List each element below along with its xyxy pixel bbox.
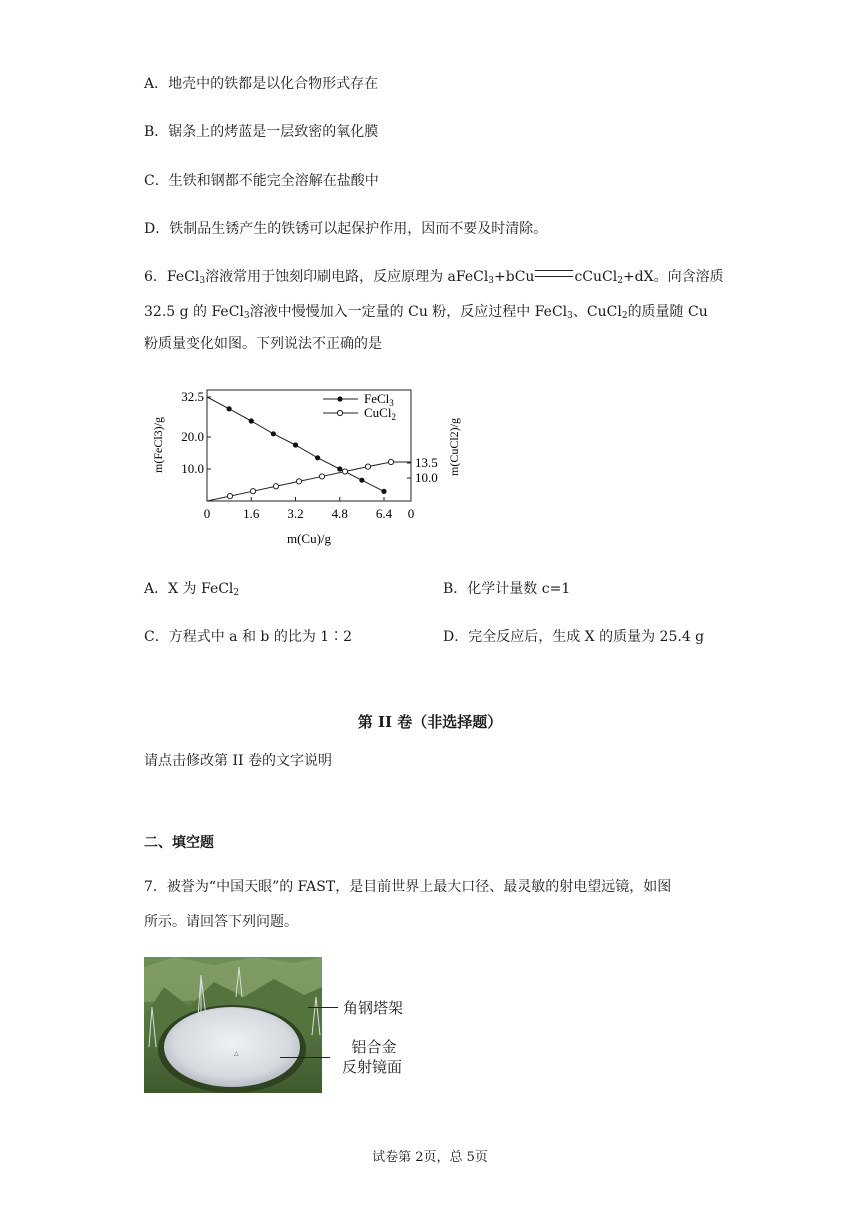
- x-tick-label: 0: [203, 506, 211, 521]
- fecl3-point: [271, 431, 276, 436]
- q5-option-b: B．锯条上的烤蓝是一层致密的氧化膜: [144, 124, 379, 140]
- q5-option-a: A．地壳中的铁都是以化合物形式存在: [144, 76, 379, 92]
- cucl2-point: [296, 479, 301, 484]
- x-tick-label: 3.2: [287, 506, 304, 521]
- q6-stem-line2: 32.5 g 的 FeCl$_3$溶液中慢慢加入一定量的 Cu 粉，反应过程中 FeCl$_3$、CuCl$_2$的质量随 Cu: [144, 304, 708, 321]
- q5-option-d: D．铁制品生锈产生的铁锈可以起保护作用，因而不要及时清除。: [144, 221, 548, 237]
- cucl2-point: [319, 474, 324, 479]
- fecl3-point: [227, 406, 232, 411]
- y-left-axis-label: m(FeCl3)/g: [151, 417, 165, 473]
- x-tick-label: 0: [407, 506, 415, 521]
- x-tick-label: 4.8: [331, 506, 348, 521]
- fast-telescope-photo: [144, 957, 322, 1093]
- q6-option-c: C．方程式中 a 和 b 的比为 1∶2: [144, 629, 353, 645]
- mirror-pointer-line: [280, 1057, 330, 1058]
- cucl2-point: [365, 464, 370, 469]
- cucl2-line: [207, 462, 411, 501]
- legend-fecl3-marker: [337, 396, 342, 401]
- q6-option-b: B．化学计量数 c=1: [443, 581, 571, 597]
- cucl2-point: [273, 484, 278, 489]
- x-tick-label: 6.4: [375, 506, 393, 521]
- cucl2-point: [388, 459, 393, 464]
- cucl2-point: [250, 489, 255, 494]
- y-right-tick-label: 13.5: [415, 455, 438, 470]
- page-footer: 试卷第 2页，总 5页: [372, 1150, 488, 1165]
- cucl2-point: [342, 469, 347, 474]
- y-left-tick-label: 20.0: [181, 429, 204, 444]
- y-right-axis-label: m(CuCl2)/g: [447, 417, 461, 477]
- equals-sign-icon: [535, 270, 573, 277]
- part2-note[interactable]: 请点击修改第 II 卷的文字说明: [144, 753, 332, 769]
- cucl2-point: [227, 493, 232, 498]
- q6-option-a: A．X 为 FeCl$_2$: [144, 581, 240, 598]
- q6-stem-line1: 6．FeCl$_3$溶液常用于蚀刻印刷电路，反应原理为 aFeCl$_3$+bCu cCuCl$_2$+dX。向含溶质: [144, 269, 724, 286]
- section-heading: 二、填空题: [144, 835, 214, 851]
- tower-label: 角钢塔架: [343, 1000, 404, 1017]
- part2-title: 第 II 卷（非选择题）: [357, 713, 503, 731]
- fecl3-point: [293, 442, 298, 447]
- fecl3-point: [249, 418, 254, 423]
- x-axis-label: m(Cu)/g: [286, 531, 332, 546]
- legend-cucl2-marker: [337, 410, 342, 415]
- mass-chart: [140, 375, 480, 560]
- y-left-tick-label: 32.5: [181, 389, 204, 404]
- q6-option-d: D．完全反应后，生成 X 的质量为 25.4 g: [443, 629, 705, 645]
- y-right-tick-label: 10.0: [415, 470, 438, 485]
- mirror-label: 铝合金 反射镜面: [342, 1039, 403, 1076]
- svg-text:△: △: [234, 1051, 239, 1057]
- fecl3-point: [315, 455, 320, 460]
- y-left-tick-label: 10.0: [181, 461, 204, 476]
- fecl3-point: [337, 466, 342, 471]
- q7-stem-line1: 7．被誉为“中国天眼”的 FAST，是目前世界上最大口径、最灵敏的射电望远镜，如图: [144, 879, 672, 895]
- fecl3-point: [381, 489, 386, 494]
- fecl3-point: [359, 478, 364, 483]
- legend-fecl3-label: FeCl$_3$: [364, 391, 394, 408]
- q6-stem-line3: 粉质量变化如图。下列说法不正确的是: [144, 336, 382, 352]
- tower-pointer-line: [308, 1007, 338, 1008]
- q5-option-c: C．生铁和钢都不能完全溶解在盐酸中: [144, 173, 379, 189]
- x-tick-label: 1.6: [243, 506, 260, 521]
- legend-cucl2-label: CuCl$_2$: [364, 405, 396, 422]
- q7-stem-line2: 所示。请回答下列问题。: [144, 914, 298, 930]
